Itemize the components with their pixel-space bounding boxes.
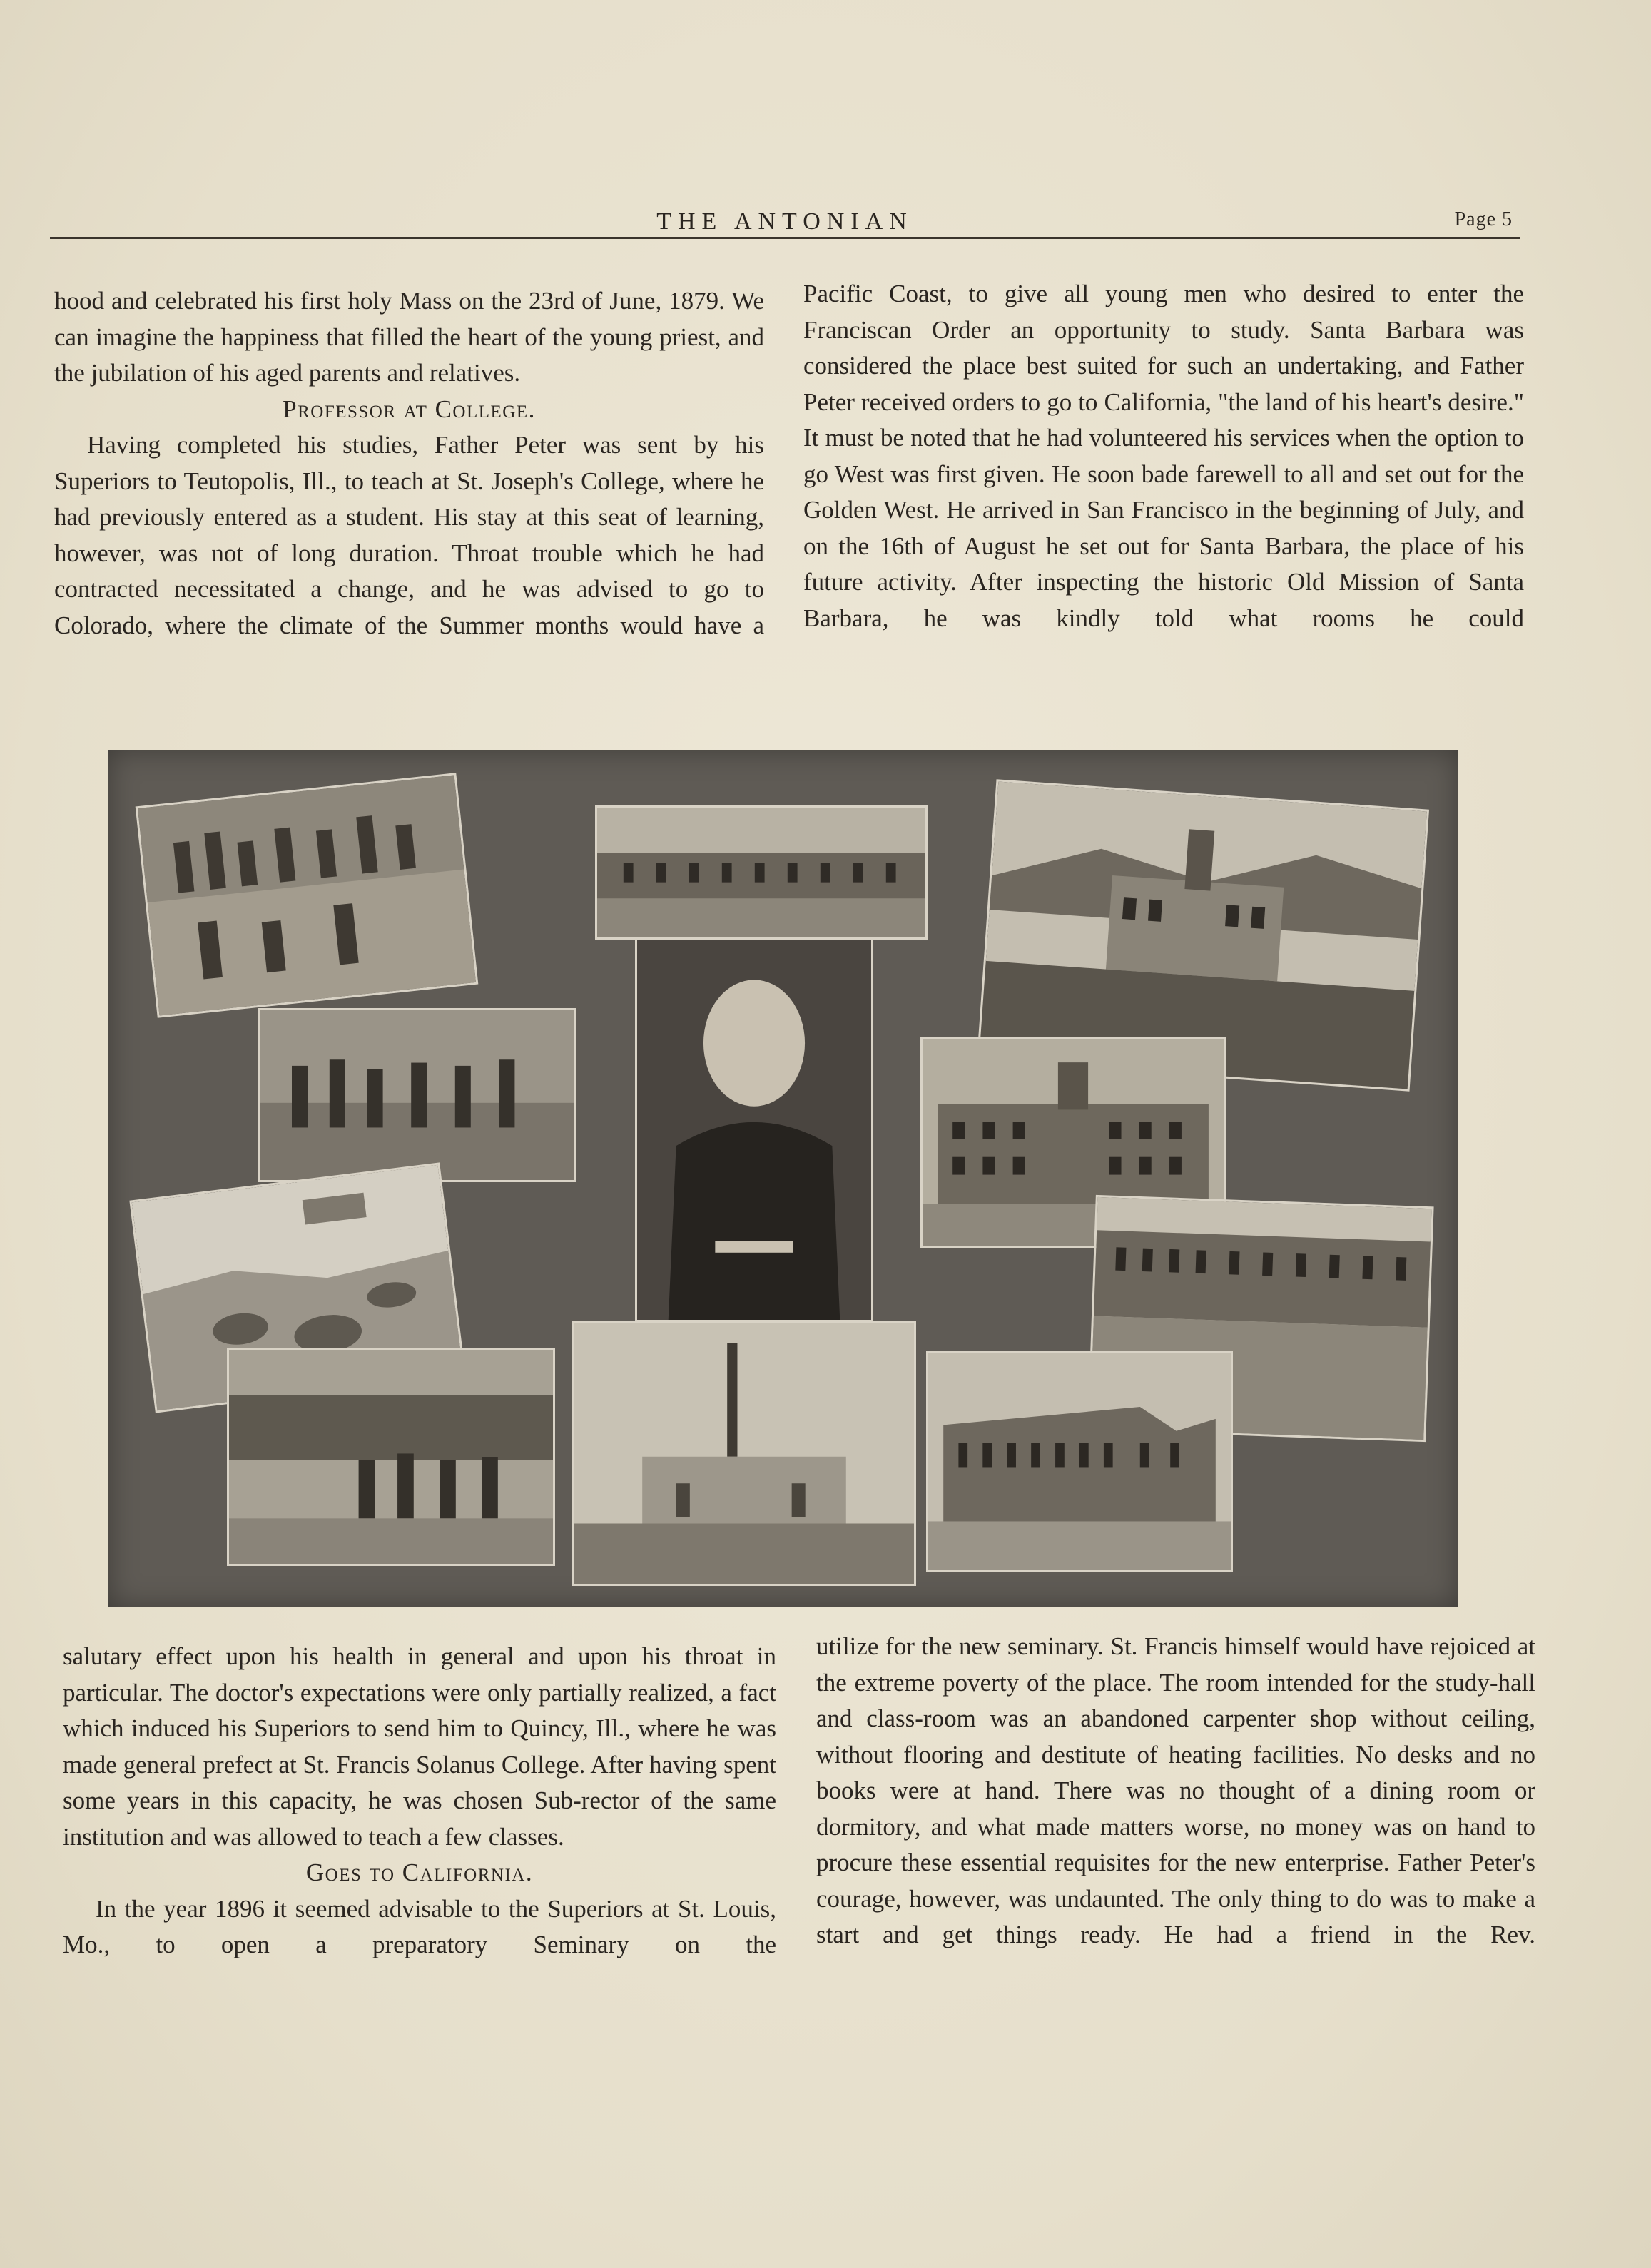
- publication-title: THE ANTONIAN: [656, 208, 913, 235]
- collage-photo-group-outdoors: [136, 773, 479, 1018]
- photo-collage: [108, 750, 1458, 1607]
- paragraph: In the year 1896 it seemed advisable to the Superiors at St. Louis, Mo., to open a preparatory Seminary on the: [63, 1894, 776, 1958]
- paragraph: utilize for the new seminary. St. Francis himself would have rejoiced at the extreme poverty of the place. The room intended for the study-hall and class-room was an abandoned carpenter shop without ceiling, without flooring and destitute of heating facilities. No desks and no books were at hand. There was no thought of a dining room or dormitory, and what made matters worse, no money was on hand to procure these essential requisites for the new enterprise. Father Peter's courage, however, was undaunted. The only thing to do was to make a start and get things ready. He had a friend in the Rev.: [816, 1632, 1535, 1948]
- paragraph: hood and celebrated his first holy Mass on the 23rd of June, 1879. We can imagine the happiness that filled the heart of the young priest, and the jubilation of his aged parents and relatives.: [54, 287, 764, 387]
- section-heading: Goes to California.: [305, 1858, 534, 1886]
- collage-photo-group-standing: [258, 1008, 576, 1182]
- collage-photo-stone-monument: [572, 1321, 916, 1586]
- collage-photo-portrait-father-peter: [635, 938, 873, 1322]
- collage-photo-workers-group: [227, 1348, 555, 1566]
- collage-photo-seminary-building: [926, 1351, 1233, 1572]
- column-top-right: [803, 276, 1524, 636]
- section-heading: Professor at College.: [283, 395, 536, 423]
- column-top-left: [54, 283, 764, 644]
- collage-photo-building-construction: [595, 805, 928, 940]
- paragraph: Having completed his studies, Father Peter was sent by his Superiors to Teutopolis, Ill., to teach at St. Joseph's College, where he had previously entered as a student. His stay at this seat of learning, however, was not of long duration. Throat trouble which he had contracted necessitated a change, and he was advised to go to Colorado, where the climate of the Summer months would have a: [54, 431, 764, 639]
- header-rule: [50, 237, 1520, 239]
- page-number: Page 5: [1454, 208, 1513, 230]
- column-bottom-right: [816, 1629, 1535, 1953]
- paragraph: Pacific Coast, to give all young men who desired to enter the Franciscan Order an opportunity to study. Santa Barbara was considered the place best suited for such an undertaking, and Father Peter received orders to go to California, "the land of his heart's desire." It must be noted that he had volunteered his services when the option to go West was first given. He soon bade farewell to all and set out for the Golden West. He arrived in San Francisco in the beginning of July, and on the 16th of August he set out for Santa Barbara, the place of his future activity. After inspecting the historic Old Mission of Santa Barbara, he was kindly told what rooms he could: [803, 280, 1524, 632]
- paragraph: salutary effect upon his health in general and upon his throat in particular. The doctor's expectations were only partially realized, a fact which induced his Superiors to send him to Quincy, Ill., where he was made general prefect at St. Francis Solanus College. After having spent some years in this capacity, he was chosen Sub-rector of the same institution and was allowed to teach a few classes.: [63, 1642, 776, 1851]
- column-bottom-left: [63, 1639, 776, 1963]
